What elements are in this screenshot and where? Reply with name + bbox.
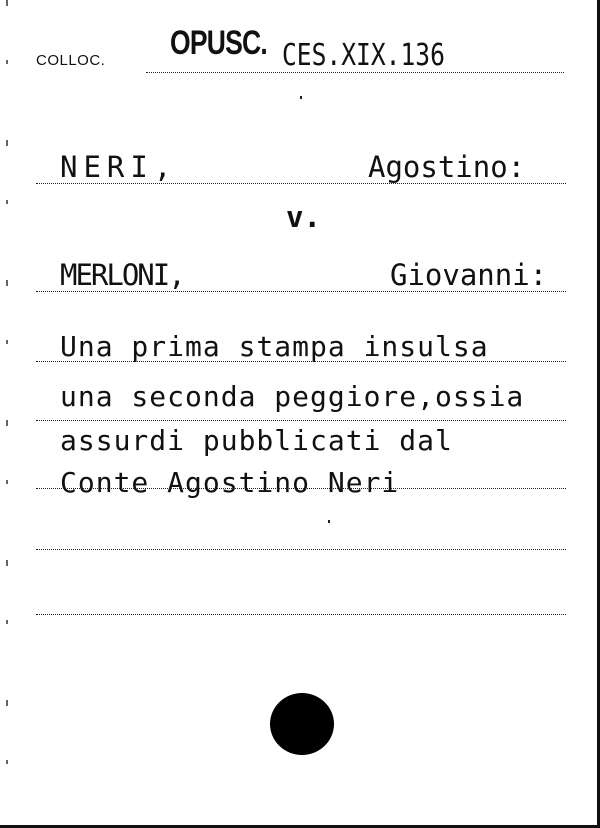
blank-dotted-rule <box>36 614 566 615</box>
opponent-surname: MERLONI, <box>60 258 184 292</box>
title-dotted-rule <box>36 488 566 489</box>
title-line: Una prima stampa insulsa <box>60 330 489 363</box>
title-line: una seconda peggiore,ossia <box>60 380 525 413</box>
title-line: assurdi pubblicati dal <box>60 424 453 457</box>
title-line: Conte Agostino Neri <box>60 466 400 499</box>
title-dotted-rule <box>36 420 566 421</box>
card-left-edge <box>6 0 8 828</box>
shelfmark: CES.XIX.136 <box>282 38 445 73</box>
punched-hole <box>270 693 334 755</box>
opponent-dotted-rule <box>36 291 566 292</box>
title-dotted-rule <box>36 361 566 362</box>
author-surname: NERI, <box>60 150 178 184</box>
blank-dotted-rule <box>36 549 566 550</box>
versus-mark: v. <box>286 200 321 234</box>
collection-stamp: OPUSC. <box>170 24 268 62</box>
author-dotted-rule <box>36 183 566 184</box>
opponent-forename: Giovanni: <box>390 258 548 292</box>
ink-speck <box>300 96 302 99</box>
colloc-label: COLLOC. <box>36 52 106 69</box>
ink-speck <box>328 520 330 523</box>
author-forename: Agostino: <box>368 150 526 184</box>
